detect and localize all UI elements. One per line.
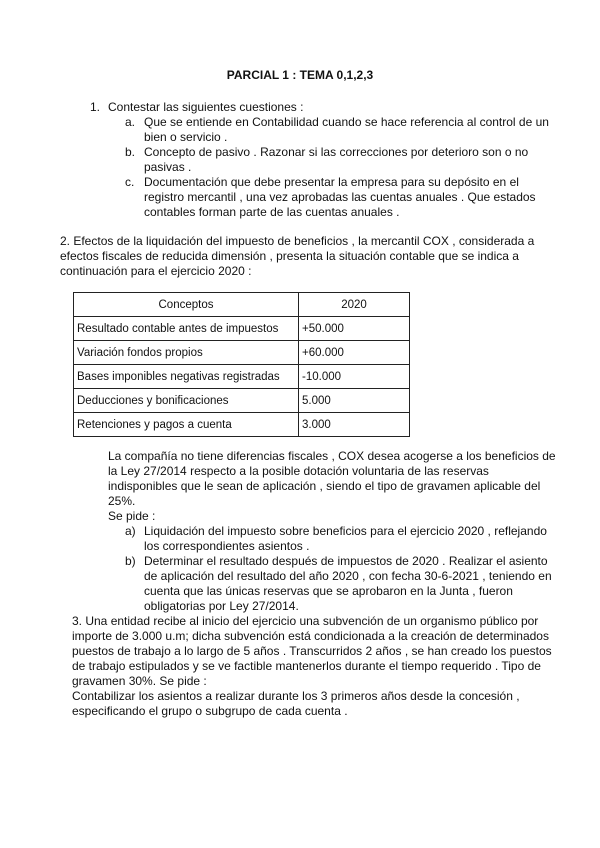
text-line: efectos fiscales de reducida dimensión , presenta la situación contable que se indica a — [60, 249, 519, 263]
text-line: Liquidación del impuesto sobre beneficios para el ejercicio 2020 , reflejando — [144, 524, 547, 538]
text-line: indisponibles que le sean de aplicación , siendo el tipo de gravamen aplicable del — [108, 479, 541, 493]
document-title: PARCIAL 1 : TEMA 0,1,2,3 — [226, 68, 374, 82]
table-cell-value: -10.000 — [299, 365, 410, 389]
text-line: puestos de trabajo a lo largo de 5 años . Transcurridos 2 años , se han creado los puestos — [72, 644, 552, 658]
text-line: de trabajo estipulados y se ve factible mantenerlos durante el tiempo requerido . Tipo de — [72, 659, 541, 673]
q1-item-c-marker: c. — [125, 175, 135, 189]
q1-item-b-marker: b. — [125, 145, 136, 159]
q1-item-b — [144, 145, 528, 175]
table-header-row — [74, 293, 410, 317]
text-line: 2. Efectos de la liquidación del impuesto de beneficios , la mercantil COX , considerada a — [60, 234, 535, 248]
text-line: la Ley 27/2014 respecto a la posible dotación voluntaria de las reservas — [108, 464, 489, 478]
table-cell-concept: Bases imponibles negativas registradas — [74, 365, 299, 389]
text-line: especificando el grupo o subgrupo de cada cuenta . — [72, 704, 348, 718]
text-line: obligatorias por Ley 27/2014. — [144, 599, 299, 613]
text-line: continuación para el ejercicio 2020 : — [60, 264, 252, 278]
text-line: Concepto de pasivo . Razonar si las correcciones por deterioro son o no — [144, 145, 529, 159]
table-cell-concept: Deducciones y bonificaciones — [74, 389, 299, 413]
text-line: registro mercantil , una vez aprobadas las cuentas anuales . Que estados — [144, 190, 536, 204]
q3-text — [72, 614, 552, 719]
text-line: pasivas . — [144, 160, 192, 174]
text-line: gravamen 30%. Se pide : — [72, 674, 207, 688]
q2-data-table — [73, 292, 410, 437]
text-line: importe de 3.000 u.m; dicha subvención está condicionada a la creación de determinados — [72, 629, 549, 643]
table-cell-concept: Variación fondos propios — [74, 341, 299, 365]
text-line: Documentación que debe presentar la empresa para su depósito en el — [144, 175, 519, 189]
text-line: Contestar las siguientes cuestiones : — [108, 100, 304, 114]
text-line: La compañía no tiene diferencias fiscales , COX desea acogerse a los beneficios de — [108, 449, 556, 463]
text-line: los correspondientes asientos . — [144, 539, 310, 553]
text-line: 25%. — [108, 494, 136, 508]
table-header-conceptos: Conceptos — [74, 293, 299, 317]
q2-item-b — [144, 554, 552, 614]
text-line: bien o servicio . — [144, 130, 228, 144]
table-cell-concept: Retenciones y pagos a cuenta — [74, 413, 299, 437]
q2-item-a — [144, 524, 547, 554]
text-line: cuenta que las únicas reservas que se aprobaron en la Junta , fueron — [144, 584, 513, 598]
text-line: Determinar el resultado después de impuestos de 2020 . Realizar el asiento — [144, 554, 548, 568]
table-row — [74, 389, 410, 413]
text-line: contables forman parte de las cuentas anuales . — [144, 205, 400, 219]
table-cell-value: 5.000 — [299, 389, 410, 413]
table-row — [74, 341, 410, 365]
table-row — [74, 365, 410, 389]
q1-item-c — [144, 175, 536, 220]
text-line: de aplicación del resultado del año 2020 , con fecha 30-6-2021 , teniendo en — [144, 569, 552, 583]
text-line: Contabilizar los asientos a realizar durante los 3 primeros años desde la concesión , — [72, 689, 520, 703]
text-line: Que se entiende en Contabilidad cuando se hace referencia al control de un — [144, 115, 549, 129]
q2-note — [108, 449, 556, 524]
q2-intro — [60, 234, 534, 279]
q1-item-a — [144, 115, 549, 145]
q1-number: 1. — [90, 100, 101, 114]
table-cell-concept: Resultado contable antes de impuestos — [74, 317, 299, 341]
q1-item-a-marker: a. — [125, 115, 136, 129]
table-cell-value: +50.000 — [299, 317, 410, 341]
text-line: 3. Una entidad recibe al inicio del ejercicio una subvención de un organismo público por — [72, 614, 539, 628]
q1-text — [108, 100, 303, 115]
table-cell-value: +60.000 — [299, 341, 410, 365]
q2-item-a-marker: a) — [125, 524, 136, 538]
table-row — [74, 317, 410, 341]
table-row — [74, 413, 410, 437]
text-line: Se pide : — [108, 509, 156, 523]
table-header-year: 2020 — [299, 293, 410, 317]
q2-item-b-marker: b) — [125, 554, 136, 568]
table-cell-value: 3.000 — [299, 413, 410, 437]
